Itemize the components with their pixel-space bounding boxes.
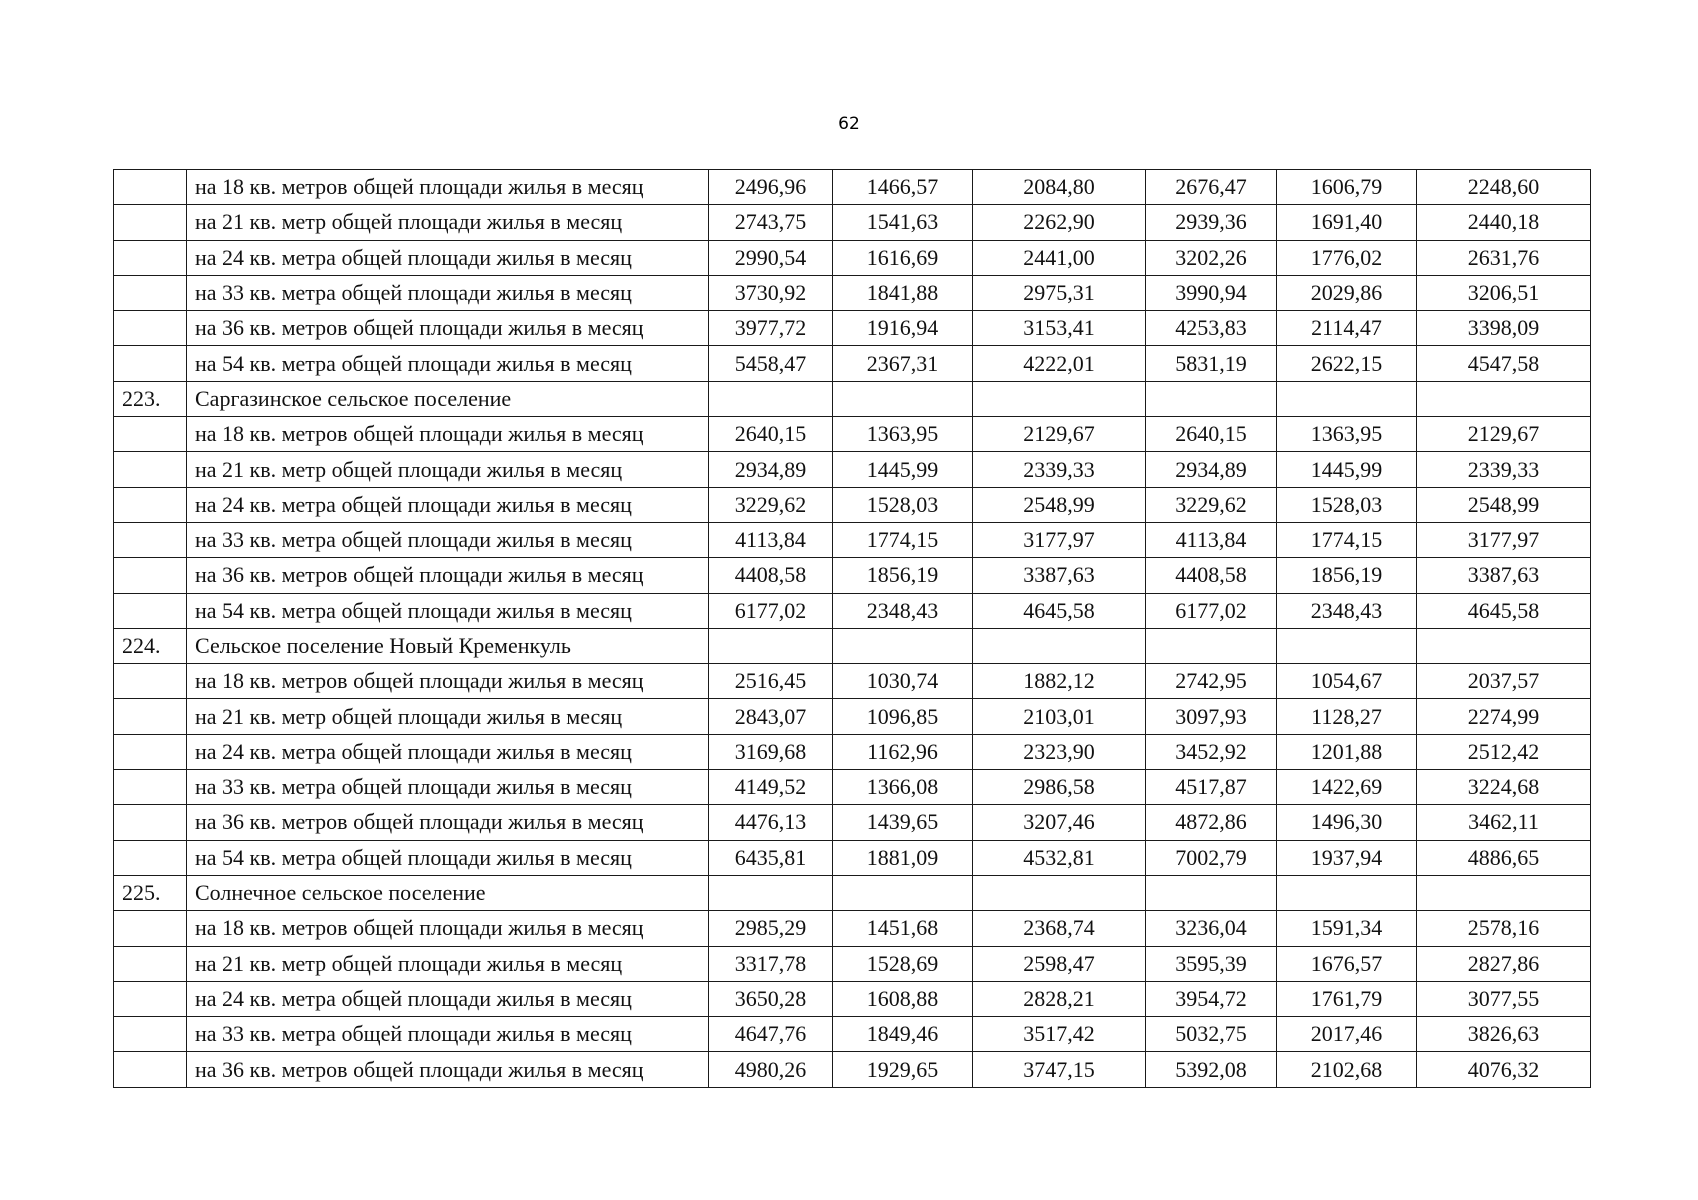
value-cell: 3229,62 <box>709 487 833 522</box>
value-cell: 1881,09 <box>833 840 973 875</box>
value-cell: 4532,81 <box>973 840 1146 875</box>
row-number-cell <box>114 487 187 522</box>
value-cell: 1541,63 <box>833 205 973 240</box>
table-row <box>114 664 1591 699</box>
value-cell: 6177,02 <box>709 593 833 628</box>
value-cell <box>1417 381 1591 416</box>
row-number-cell <box>114 911 187 946</box>
value-cell: 3207,46 <box>973 805 1146 840</box>
value-cell: 1496,30 <box>1277 805 1417 840</box>
value-cell: 4645,58 <box>973 593 1146 628</box>
value-cell <box>709 628 833 663</box>
value-cell: 2548,99 <box>973 487 1146 522</box>
value-cell <box>1277 381 1417 416</box>
value-cell: 4149,52 <box>709 770 833 805</box>
description-cell: на 18 кв. метров общей площади жилья в месяц <box>187 664 709 699</box>
description-cell: на 36 кв. метров общей площади жилья в месяц <box>187 1052 709 1087</box>
value-cell <box>709 381 833 416</box>
value-cell: 3747,15 <box>973 1052 1146 1087</box>
value-cell: 1929,65 <box>833 1052 973 1087</box>
value-cell: 4645,58 <box>1417 593 1591 628</box>
value-cell: 2828,21 <box>973 981 1146 1016</box>
value-cell: 1937,94 <box>1277 840 1417 875</box>
value-cell: 4872,86 <box>1146 805 1277 840</box>
table-row <box>114 452 1591 487</box>
value-cell: 3730,92 <box>709 275 833 310</box>
value-cell: 3177,97 <box>1417 522 1591 557</box>
value-cell: 1451,68 <box>833 911 973 946</box>
table-row <box>114 417 1591 452</box>
value-cell: 1606,79 <box>1277 170 1417 205</box>
value-cell: 3517,42 <box>973 1017 1146 1052</box>
value-cell: 6435,81 <box>709 840 833 875</box>
value-cell: 1691,40 <box>1277 205 1417 240</box>
value-cell: 2102,68 <box>1277 1052 1417 1087</box>
value-cell <box>1277 628 1417 663</box>
value-cell: 4076,32 <box>1417 1052 1591 1087</box>
description-cell: на 33 кв. метра общей площади жилья в месяц <box>187 1017 709 1052</box>
value-cell: 4113,84 <box>709 522 833 557</box>
value-cell: 3097,93 <box>1146 699 1277 734</box>
table-row <box>114 593 1591 628</box>
value-cell: 3229,62 <box>1146 487 1277 522</box>
table-row <box>114 770 1591 805</box>
row-number-cell <box>114 946 187 981</box>
value-cell: 1363,95 <box>1277 417 1417 452</box>
description-cell: на 21 кв. метр общей площади жилья в месяц <box>187 205 709 240</box>
section-row <box>114 381 1591 416</box>
table-row <box>114 275 1591 310</box>
value-cell: 3077,55 <box>1417 981 1591 1016</box>
description-cell: на 18 кв. метров общей площади жилья в месяц <box>187 170 709 205</box>
value-cell: 3169,68 <box>709 734 833 769</box>
table-row <box>114 346 1591 381</box>
value-cell: 2441,00 <box>973 240 1146 275</box>
value-cell: 2129,67 <box>1417 417 1591 452</box>
value-cell: 4408,58 <box>1146 558 1277 593</box>
table-row <box>114 981 1591 1016</box>
row-number-cell <box>114 805 187 840</box>
value-cell: 3954,72 <box>1146 981 1277 1016</box>
value-cell: 4647,76 <box>709 1017 833 1052</box>
value-cell: 2985,29 <box>709 911 833 946</box>
value-cell: 1882,12 <box>973 664 1146 699</box>
value-cell: 3317,78 <box>709 946 833 981</box>
value-cell: 3462,11 <box>1417 805 1591 840</box>
table-row <box>114 205 1591 240</box>
value-cell: 2262,90 <box>973 205 1146 240</box>
value-cell: 2323,90 <box>973 734 1146 769</box>
value-cell: 2986,58 <box>973 770 1146 805</box>
value-cell: 2103,01 <box>973 699 1146 734</box>
value-cell: 1761,79 <box>1277 981 1417 1016</box>
settlement-name-cell: Сельское поселение Новый Кременкуль <box>187 628 709 663</box>
row-number-cell <box>114 346 187 381</box>
value-cell: 1774,15 <box>1277 522 1417 557</box>
table-row <box>114 1052 1591 1087</box>
description-cell: на 24 кв. метра общей площади жилья в месяц <box>187 981 709 1016</box>
value-cell: 2248,60 <box>1417 170 1591 205</box>
value-cell: 5032,75 <box>1146 1017 1277 1052</box>
value-cell: 1201,88 <box>1277 734 1417 769</box>
description-cell: на 36 кв. метров общей площади жилья в месяц <box>187 558 709 593</box>
value-cell: 3595,39 <box>1146 946 1277 981</box>
table-row <box>114 240 1591 275</box>
value-cell: 2017,46 <box>1277 1017 1417 1052</box>
row-number-cell: 225. <box>114 875 187 910</box>
table-row <box>114 805 1591 840</box>
value-cell: 2368,74 <box>973 911 1146 946</box>
data-table <box>113 169 1591 1088</box>
value-cell: 1366,08 <box>833 770 973 805</box>
row-number-cell <box>114 170 187 205</box>
row-number-cell <box>114 275 187 310</box>
value-cell: 2367,31 <box>833 346 973 381</box>
value-cell: 1096,85 <box>833 699 973 734</box>
value-cell: 1162,96 <box>833 734 973 769</box>
value-cell: 2339,33 <box>973 452 1146 487</box>
value-cell: 4222,01 <box>973 346 1146 381</box>
value-cell: 2743,75 <box>709 205 833 240</box>
description-cell: на 24 кв. метра общей площади жилья в месяц <box>187 240 709 275</box>
value-cell: 1528,69 <box>833 946 973 981</box>
table-row <box>114 1017 1591 1052</box>
table-row <box>114 311 1591 346</box>
row-number-cell <box>114 205 187 240</box>
value-cell: 4476,13 <box>709 805 833 840</box>
value-cell: 1466,57 <box>833 170 973 205</box>
value-cell <box>973 875 1146 910</box>
value-cell: 2114,47 <box>1277 311 1417 346</box>
value-cell <box>833 381 973 416</box>
value-cell: 5831,19 <box>1146 346 1277 381</box>
table-row <box>114 734 1591 769</box>
description-cell: на 21 кв. метр общей площади жилья в месяц <box>187 946 709 981</box>
value-cell: 2934,89 <box>1146 452 1277 487</box>
value-cell: 2029,86 <box>1277 275 1417 310</box>
value-cell: 1916,94 <box>833 311 973 346</box>
value-cell: 1363,95 <box>833 417 973 452</box>
value-cell <box>833 875 973 910</box>
value-cell: 2516,45 <box>709 664 833 699</box>
value-cell: 1030,74 <box>833 664 973 699</box>
table-body <box>114 170 1591 1088</box>
value-cell: 2975,31 <box>973 275 1146 310</box>
value-cell: 2037,57 <box>1417 664 1591 699</box>
value-cell: 3202,26 <box>1146 240 1277 275</box>
value-cell: 4547,58 <box>1417 346 1591 381</box>
row-number-cell <box>114 840 187 875</box>
description-cell: на 33 кв. метра общей площади жилья в месяц <box>187 770 709 805</box>
value-cell: 4253,83 <box>1146 311 1277 346</box>
value-cell: 1616,69 <box>833 240 973 275</box>
description-cell: на 36 кв. метров общей площади жилья в месяц <box>187 805 709 840</box>
table-row <box>114 699 1591 734</box>
table-row <box>114 840 1591 875</box>
value-cell: 2129,67 <box>973 417 1146 452</box>
value-cell: 1856,19 <box>1277 558 1417 593</box>
value-cell: 1591,34 <box>1277 911 1417 946</box>
value-cell <box>1417 628 1591 663</box>
value-cell: 2827,86 <box>1417 946 1591 981</box>
value-cell: 3452,92 <box>1146 734 1277 769</box>
table-row <box>114 911 1591 946</box>
settlement-name-cell: Солнечное сельское поселение <box>187 875 709 910</box>
row-number-cell <box>114 981 187 1016</box>
value-cell: 5392,08 <box>1146 1052 1277 1087</box>
value-cell: 4517,87 <box>1146 770 1277 805</box>
value-cell: 3236,04 <box>1146 911 1277 946</box>
row-number-cell <box>114 558 187 593</box>
table-row <box>114 558 1591 593</box>
value-cell: 1856,19 <box>833 558 973 593</box>
value-cell: 3826,63 <box>1417 1017 1591 1052</box>
value-cell: 1439,65 <box>833 805 973 840</box>
value-cell: 1128,27 <box>1277 699 1417 734</box>
value-cell: 1445,99 <box>833 452 973 487</box>
description-cell: на 21 кв. метр общей площади жилья в месяц <box>187 699 709 734</box>
value-cell: 2348,43 <box>1277 593 1417 628</box>
value-cell: 2843,07 <box>709 699 833 734</box>
value-cell: 2084,80 <box>973 170 1146 205</box>
value-cell: 1528,03 <box>833 487 973 522</box>
table-row <box>114 522 1591 557</box>
value-cell: 1841,88 <box>833 275 973 310</box>
description-cell: на 36 кв. метров общей площади жилья в месяц <box>187 311 709 346</box>
row-number-cell <box>114 770 187 805</box>
value-cell: 1776,02 <box>1277 240 1417 275</box>
description-cell: на 24 кв. метра общей площади жилья в месяц <box>187 734 709 769</box>
value-cell: 2339,33 <box>1417 452 1591 487</box>
value-cell: 5458,47 <box>709 346 833 381</box>
value-cell: 3398,09 <box>1417 311 1591 346</box>
value-cell: 1676,57 <box>1277 946 1417 981</box>
description-cell: на 24 кв. метра общей площади жилья в месяц <box>187 487 709 522</box>
row-number-cell <box>114 417 187 452</box>
value-cell: 4980,26 <box>709 1052 833 1087</box>
value-cell <box>709 875 833 910</box>
table-row <box>114 946 1591 981</box>
value-cell: 4886,65 <box>1417 840 1591 875</box>
row-number-cell <box>114 1017 187 1052</box>
value-cell <box>833 628 973 663</box>
section-row <box>114 875 1591 910</box>
description-cell: на 18 кв. метров общей площади жилья в месяц <box>187 417 709 452</box>
value-cell: 2622,15 <box>1277 346 1417 381</box>
row-number-cell: 223. <box>114 381 187 416</box>
value-cell: 3650,28 <box>709 981 833 1016</box>
value-cell: 2631,76 <box>1417 240 1591 275</box>
description-cell: на 18 кв. метров общей площади жилья в месяц <box>187 911 709 946</box>
value-cell: 3990,94 <box>1146 275 1277 310</box>
value-cell: 2548,99 <box>1417 487 1591 522</box>
value-cell <box>1146 381 1277 416</box>
value-cell: 2598,47 <box>973 946 1146 981</box>
description-cell: на 33 кв. метра общей площади жилья в месяц <box>187 522 709 557</box>
value-cell: 1774,15 <box>833 522 973 557</box>
value-cell: 2939,36 <box>1146 205 1277 240</box>
row-number-cell <box>114 1052 187 1087</box>
table-row <box>114 170 1591 205</box>
value-cell: 2676,47 <box>1146 170 1277 205</box>
value-cell: 1054,67 <box>1277 664 1417 699</box>
value-cell <box>973 381 1146 416</box>
value-cell: 2742,95 <box>1146 664 1277 699</box>
row-number-cell <box>114 664 187 699</box>
value-cell: 1528,03 <box>1277 487 1417 522</box>
value-cell: 1608,88 <box>833 981 973 1016</box>
value-cell: 2512,42 <box>1417 734 1591 769</box>
value-cell: 4113,84 <box>1146 522 1277 557</box>
row-number-cell <box>114 240 187 275</box>
row-number-cell <box>114 452 187 487</box>
value-cell: 1445,99 <box>1277 452 1417 487</box>
row-number-cell <box>114 593 187 628</box>
value-cell <box>1146 875 1277 910</box>
value-cell: 3177,97 <box>973 522 1146 557</box>
value-cell <box>973 628 1146 663</box>
value-cell: 3387,63 <box>1417 558 1591 593</box>
value-cell: 4408,58 <box>709 558 833 593</box>
value-cell: 7002,79 <box>1146 840 1277 875</box>
value-cell: 2640,15 <box>709 417 833 452</box>
value-cell: 1849,46 <box>833 1017 973 1052</box>
value-cell: 2990,54 <box>709 240 833 275</box>
value-cell: 3224,68 <box>1417 770 1591 805</box>
table-row <box>114 487 1591 522</box>
value-cell: 3206,51 <box>1417 275 1591 310</box>
row-number-cell <box>114 522 187 557</box>
value-cell: 2578,16 <box>1417 911 1591 946</box>
value-cell: 3977,72 <box>709 311 833 346</box>
value-cell: 1422,69 <box>1277 770 1417 805</box>
value-cell: 6177,02 <box>1146 593 1277 628</box>
description-cell: на 33 кв. метра общей площади жилья в месяц <box>187 275 709 310</box>
settlement-name-cell: Саргазинское сельское поселение <box>187 381 709 416</box>
description-cell: на 54 кв. метра общей площади жилья в месяц <box>187 840 709 875</box>
description-cell: на 54 кв. метра общей площади жилья в месяц <box>187 346 709 381</box>
value-cell: 2934,89 <box>709 452 833 487</box>
row-number-cell <box>114 311 187 346</box>
value-cell: 2274,99 <box>1417 699 1591 734</box>
description-cell: на 54 кв. метра общей площади жилья в месяц <box>187 593 709 628</box>
section-row <box>114 628 1591 663</box>
page-number: 62 <box>838 114 860 134</box>
row-number-cell: 224. <box>114 628 187 663</box>
value-cell <box>1277 875 1417 910</box>
row-number-cell <box>114 734 187 769</box>
value-cell <box>1417 875 1591 910</box>
row-number-cell <box>114 699 187 734</box>
value-cell: 3153,41 <box>973 311 1146 346</box>
value-cell: 2348,43 <box>833 593 973 628</box>
value-cell: 2640,15 <box>1146 417 1277 452</box>
value-cell: 3387,63 <box>973 558 1146 593</box>
value-cell: 2496,96 <box>709 170 833 205</box>
value-cell: 2440,18 <box>1417 205 1591 240</box>
description-cell: на 21 кв. метр общей площади жилья в месяц <box>187 452 709 487</box>
value-cell <box>1146 628 1277 663</box>
